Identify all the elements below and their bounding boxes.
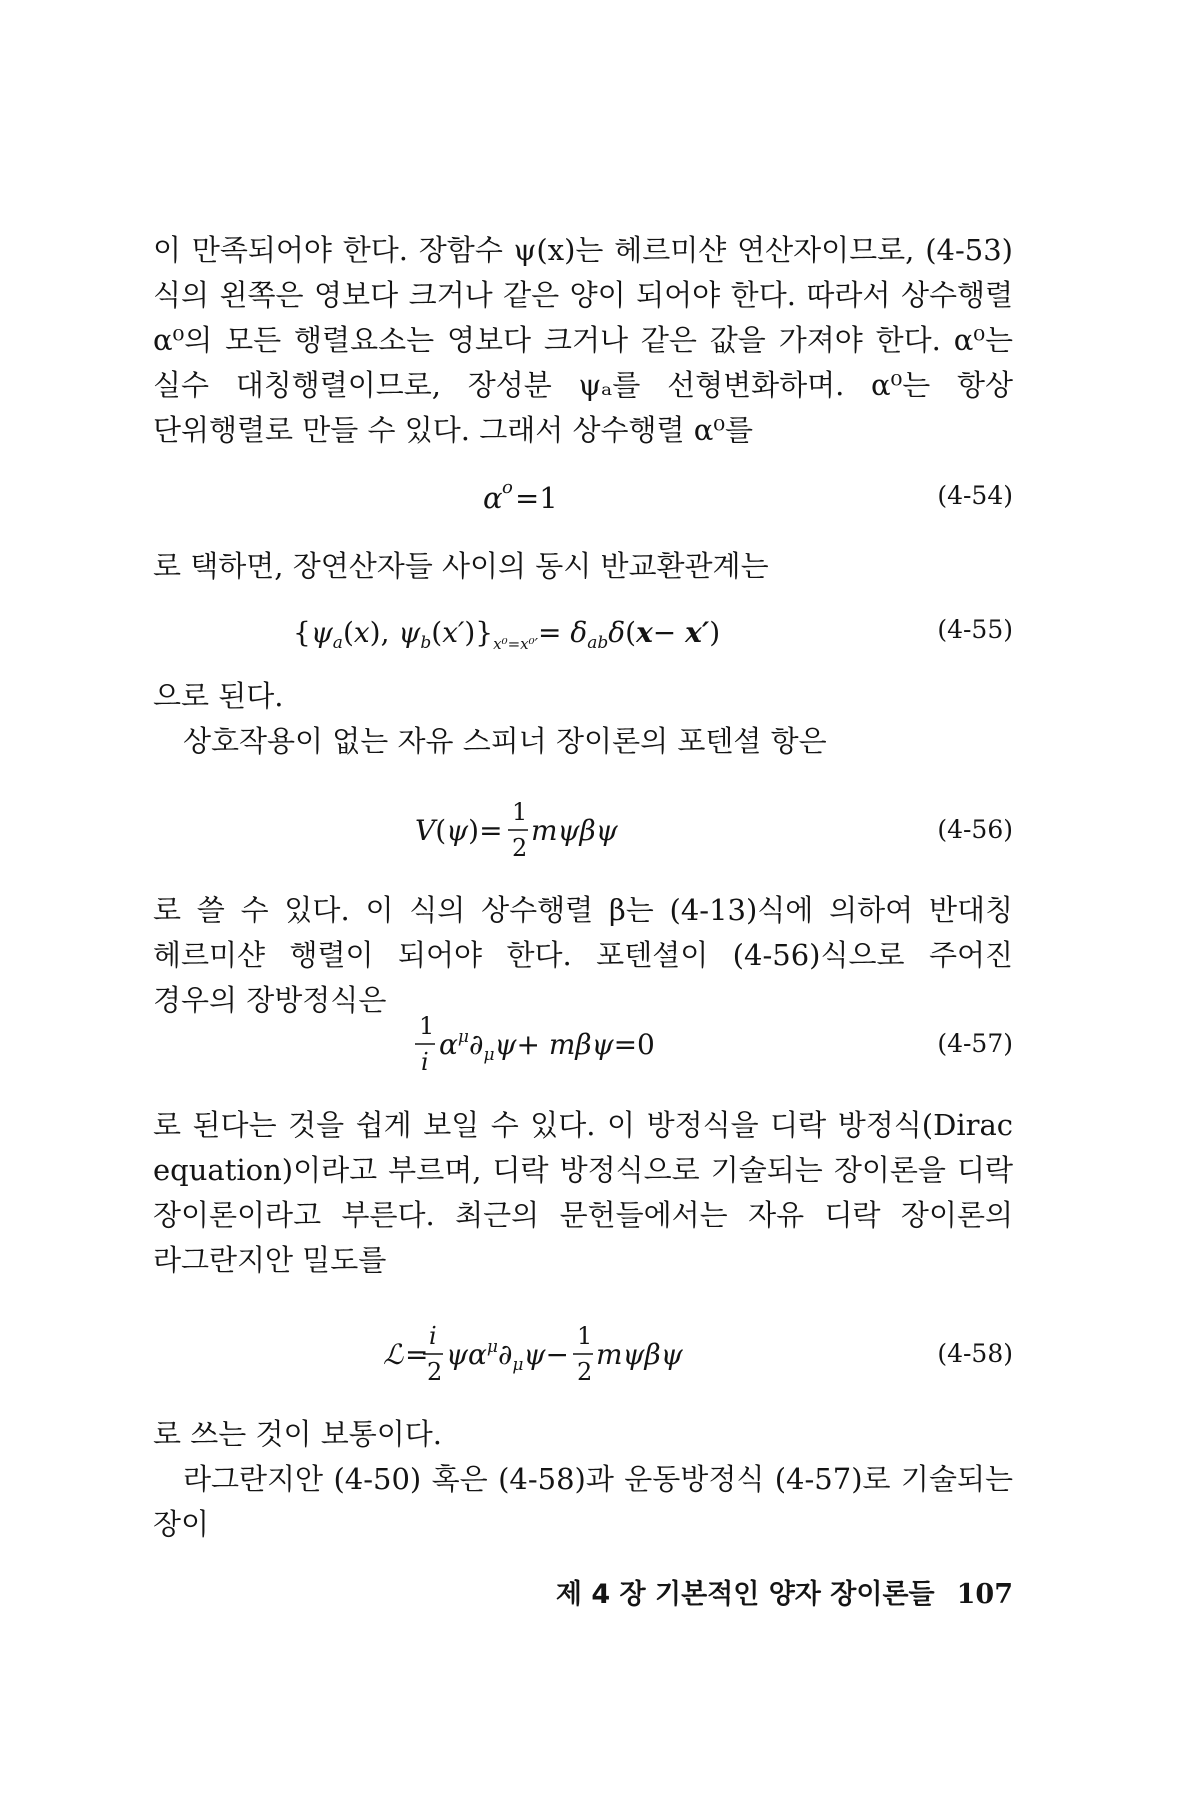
svg-text:2: 2 (577, 1358, 593, 1386)
paragraph-block-1 (153, 228, 1013, 453)
paragraph: 로 쓰는 것이 보통이다. (153, 1417, 442, 1451)
svg-text:i: i (429, 1322, 437, 1350)
page-number: 107 (956, 1579, 1013, 1610)
paragraph-block-6 (153, 1412, 1013, 1547)
svg-text:ψαμ∂μψ−: $\psi\alpha^\mu\partial_\mu\psi-$ (446, 1337, 569, 1375)
svg-text:1: 1 (512, 798, 528, 826)
paragraph-block-2 (153, 544, 1013, 589)
equation-number: (4-56) (937, 815, 1013, 844)
svg-text:mψβψ: mψβψ (596, 1338, 683, 1371)
svg-text:ℒ: ℒ (383, 1338, 404, 1371)
paragraph: 로 쓸 수 있다. 이 식의 상수행렬 β는 (4-13)식에 의하여 반대칭 헤르미샨 행렬이 되어야 한다. 포텐셜이 (4-56)식으로 주어진 경우의 장방정식은 (153, 893, 1013, 1017)
equation-4-58 (153, 1314, 1013, 1394)
svg-text:{ψa(x), ψb(x′)}x⁰=x⁰′= δabδ(x−: {$\psi_a(x)$, $\psi_b(x')\}_{x^0=x^0'}= \delta_{ab}\delta(x- x')$ (293, 616, 721, 653)
equation-expression (483, 466, 643, 546)
running-footer (556, 1572, 1013, 1611)
equation-svg (483, 466, 643, 526)
paragraph: 으로 된다. (153, 679, 284, 713)
svg-text:i: i (421, 1048, 429, 1076)
equation-svg (383, 1314, 703, 1394)
paragraph: 라그란지안 (4-50) 혹은 (4-58)과 운동방정식 (4-57)로 기술되는 장이 (153, 1462, 1013, 1541)
equation-4-54 (153, 466, 1013, 526)
equation-expression (293, 600, 853, 680)
equation-expression (415, 790, 675, 890)
paragraph-block-3 (153, 674, 1013, 764)
svg-text:1: 1 (419, 1012, 435, 1040)
svg-text:V(ψ)=: V(ψ)= (415, 814, 503, 847)
paragraph-block-4 (153, 888, 1013, 1023)
svg-text:1: 1 (577, 1322, 593, 1350)
svg-text:mψβψ: mψβψ (531, 814, 618, 847)
equation-number: (4-57) (937, 1029, 1013, 1058)
svg-text:α: α (483, 481, 503, 515)
paragraph: 로 된다는 것을 쉽게 보일 수 있다. 이 방정식을 디락 방정식(Dirac equation)이라고 부르며, 디락 방정식으로 기술되는 장이론을 디락 장이론이라고 부른다. 최근의 문헌들에서는 자유 디락 장이론의 라그란지안 밀도를 (153, 1108, 1013, 1277)
svg-text:2: 2 (427, 1358, 443, 1386)
paragraph: 상호작용이 없는 자유 스피너 장이론의 포텐셜 항은 (183, 724, 827, 758)
equation-number: (4-58) (937, 1339, 1013, 1368)
equation-4-57 (153, 1004, 1013, 1084)
chapter-title: 제 4 장 기본적인 양자 장이론들 (555, 1579, 935, 1610)
equation-svg (415, 1004, 675, 1084)
equation-4-56 (153, 790, 1013, 870)
svg-text:αμ∂μψ+ mβψ=0: $\alpha^\mu\partial_\mu\psi+ m\beta\psi=0$ (439, 1027, 655, 1065)
equation-number: (4-54) (937, 481, 1013, 510)
equation-svg (293, 600, 853, 660)
equation-svg (415, 790, 675, 870)
svg-text:=1: =1 (515, 481, 558, 515)
svg-text:2: 2 (512, 834, 528, 862)
paragraph: 이 만족되어야 한다. 장함수 ψ(x)는 헤르미샨 연산자이므로, (4-53)식의 왼쪽은 영보다 크거나 같은 양이 되어야 한다. 따라서 상수행렬 α⁰의 모든 행렬요소는 영보다 크거나 같은 값을 가져야 한다. α⁰는 실수 대칭행렬이므로, 장성분 ψₐ를 선형변화하며. α⁰는 항상 단위행렬로 만들 수 있다. 그래서 상수행렬 α⁰를 (153, 233, 1013, 447)
equation-expression (415, 1004, 675, 1104)
equation-expression (383, 1314, 703, 1414)
equation-number: (4-55) (937, 615, 1013, 644)
svg-text:o: o (502, 477, 513, 498)
paragraph-block-5 (153, 1103, 1013, 1283)
paragraph: 로 택하면, 장연산자들 사이의 동시 반교환관계는 (153, 549, 769, 583)
equation-4-55 (153, 600, 1013, 660)
svg-text:=: = (405, 1338, 429, 1371)
